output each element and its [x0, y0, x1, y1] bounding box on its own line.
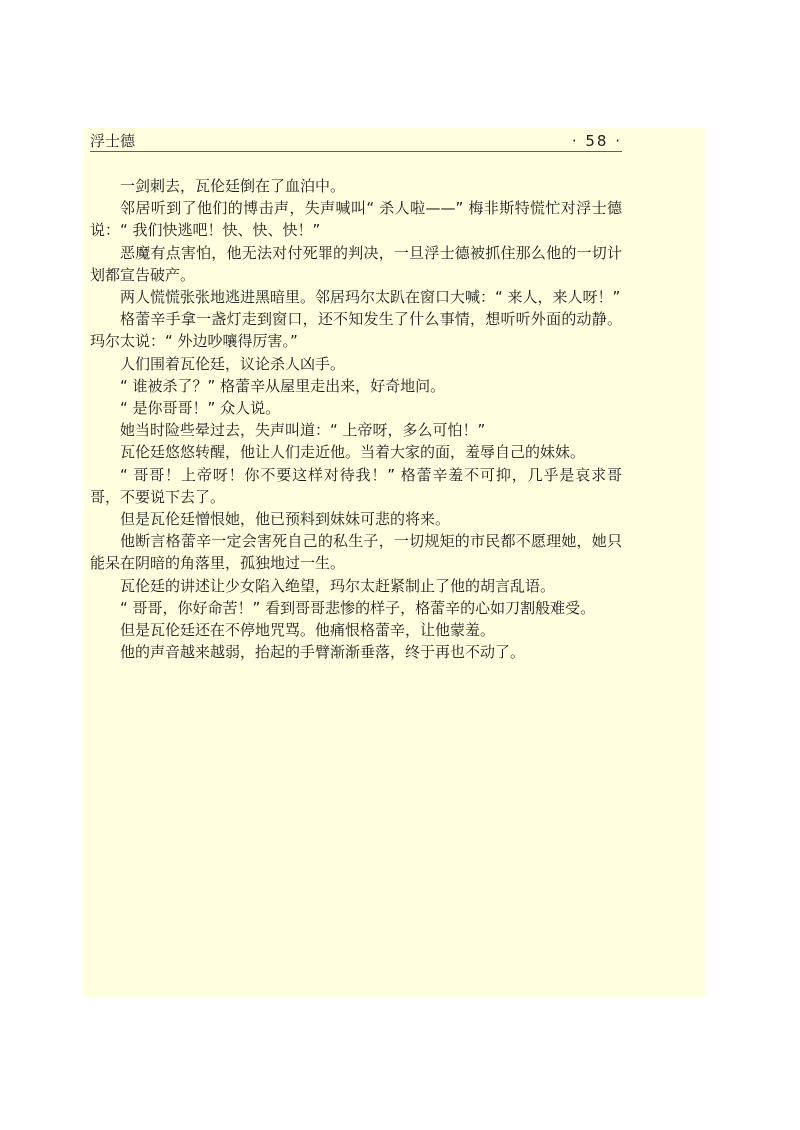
- paragraph: 但是瓦伦廷憎恨她，他已预料到妹妹可悲的将来。: [120, 510, 451, 529]
- header-rule: [90, 151, 622, 152]
- paragraph: 人们围着瓦伦廷，议论杀人凶手。: [120, 354, 346, 373]
- page-number: · 58 ·: [571, 132, 622, 150]
- paragraph: 他断言格蕾辛一定会害死自己的私生子，一切规矩的市民都不愿理她，她只能呆在阴暗的角落里，孤独地过一生。: [90, 532, 622, 573]
- body-text: [90, 175, 622, 663]
- paragraph: “ 是你哥哥！” 众人说。: [120, 399, 281, 418]
- paragraph: 他的声音越来越弱，抬起的手臂渐渐垂落，终于再也不动了。: [120, 643, 526, 662]
- paragraph: 但是瓦伦廷还在不停地咒骂。他痛恨格蕾辛，让他蒙羞。: [120, 621, 496, 640]
- paragraph: 瓦伦廷的讲述让少女陷入绝望，玛尔太赶紧制止了他的胡言乱语。: [120, 576, 556, 595]
- paragraph: “ 哥哥！上帝呀！你不要这样对待我！” 格蕾辛羞不可抑，几乎是哀求哥哥，不要说下去了。: [90, 465, 622, 506]
- paragraph: “ 哥哥，你好命苦！” 看到哥哥悲惨的样子，格蕾辛的心如刀割般难受。: [120, 598, 596, 617]
- paragraph: 她当时险些晕过去，失声叫道：“ 上帝呀，多么可怕！”: [120, 421, 486, 440]
- paragraph: 格蕾辛手拿一盏灯走到窗口，还不知发生了什么事情，想听听外面的动静。玛尔太说：“ 外边吵嚷得厉害。”: [90, 310, 622, 351]
- book-title: 浮士德: [90, 132, 136, 150]
- paragraph: 一剑刺去，瓦伦廷倒在了血泊中。: [120, 177, 346, 195]
- paragraph: 恶魔有点害怕，他无法对付死罪的判决，一旦浮士德被抓住那么他的一切计划都宣告破产。: [90, 243, 622, 284]
- page-header: [90, 132, 622, 150]
- paragraph: “ 谁被杀了？” 格蕾辛从屋里走出来，好奇地问。: [120, 376, 446, 395]
- paragraph: 邻居听到了他们的博击声，失声喊叫“ 杀人啦——” 梅非斯特慌忙对浮士德说：“ 我们快逃吧！快、快、快！”: [90, 199, 622, 240]
- paragraph: 两人慌慌张张地逃进黑暗里。邻居玛尔太趴在窗口大喊：“ 来人，来人呀！”: [120, 288, 621, 307]
- paragraph: 瓦伦廷悠悠转醒，他让人们走近他。当着大家的面，羞辱自己的妹妹。: [120, 443, 586, 462]
